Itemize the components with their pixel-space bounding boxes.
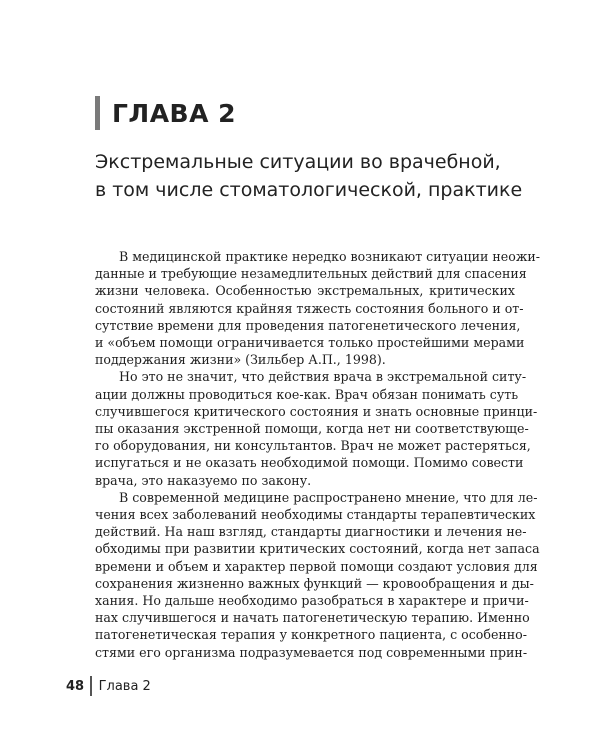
text-line: испугаться и не оказать необходимой помощи. Помимо совести xyxy=(95,455,524,471)
text-line: сутствие времени для проведения патогенетического лечения, xyxy=(95,317,521,333)
subtitle-line: в том числе стоматологической, практике xyxy=(95,179,523,201)
text-line: Но это не значит, что действия врача в экстремальной ситу- xyxy=(119,369,527,385)
text-line: сохранения жизненно важных функций — кровообращения и ды- xyxy=(95,575,534,591)
text-line: поддержания жизни» (Зильбер А.П., 1998). xyxy=(95,352,386,368)
footer-divider xyxy=(90,676,92,696)
text-line: стями его организма подразумевается под современными прин- xyxy=(95,644,528,660)
text-line: обходимы при развитии критических состояний, когда нет запаса xyxy=(95,541,540,557)
text-line: го оборудования, ни консультантов. Врач не может растеряться, xyxy=(95,438,531,454)
chapter-bar-decoration xyxy=(95,96,100,130)
text-line: жизни человека. Особенностью экстремальных, критических xyxy=(95,283,515,299)
text-line: пы оказания экстренной помощи, когда нет ни соответствующе- xyxy=(95,421,529,437)
text-line: патогенетическая терапия у конкретного пациента, с особенно- xyxy=(95,627,528,643)
text-line: чения всех заболеваний необходимы стандарты терапевтических xyxy=(95,507,536,523)
text-line: случившегося критического состояния и знать основные принци- xyxy=(95,403,538,419)
text-line: хания. Но дальше необходимо разобраться в характере и причи- xyxy=(95,593,529,609)
text-line: времени и объем и характер первой помощи создают условия для xyxy=(95,558,538,574)
text-line: состояний являются крайняя тяжесть состояния больного и от- xyxy=(95,300,524,316)
page-footer xyxy=(66,676,151,696)
page-number: 48 xyxy=(66,678,85,694)
chapter-subtitle xyxy=(95,148,535,204)
chapter-heading xyxy=(95,96,236,130)
text-line: нах случившегося и начать патогенетическую терапию. Именно xyxy=(95,610,530,626)
chapter-title: ГЛАВА 2 xyxy=(112,98,237,128)
text-line: врача, это наказуемо по закону. xyxy=(95,472,312,488)
body-text xyxy=(95,248,541,661)
text-line: действий. На наш взгляд, стандарты диагностики и лечения не- xyxy=(95,524,527,540)
running-header: Глава 2 xyxy=(98,678,151,694)
text-line: В медицинской практике нередко возникают ситуации неожи- xyxy=(119,249,541,264)
text-line: и «объем помощи ограничивается только простейшими мерами xyxy=(95,335,525,351)
subtitle-line: Экстремальные ситуации во врачебной, xyxy=(95,151,501,173)
text-line: ации должны проводиться кое-как. Врач обязан понимать суть xyxy=(95,386,519,402)
text-line: данные и требующие незамедлительных действий для спасения xyxy=(95,266,527,282)
text-line: В современной медицине распространено мнение, что для ле- xyxy=(119,489,538,505)
